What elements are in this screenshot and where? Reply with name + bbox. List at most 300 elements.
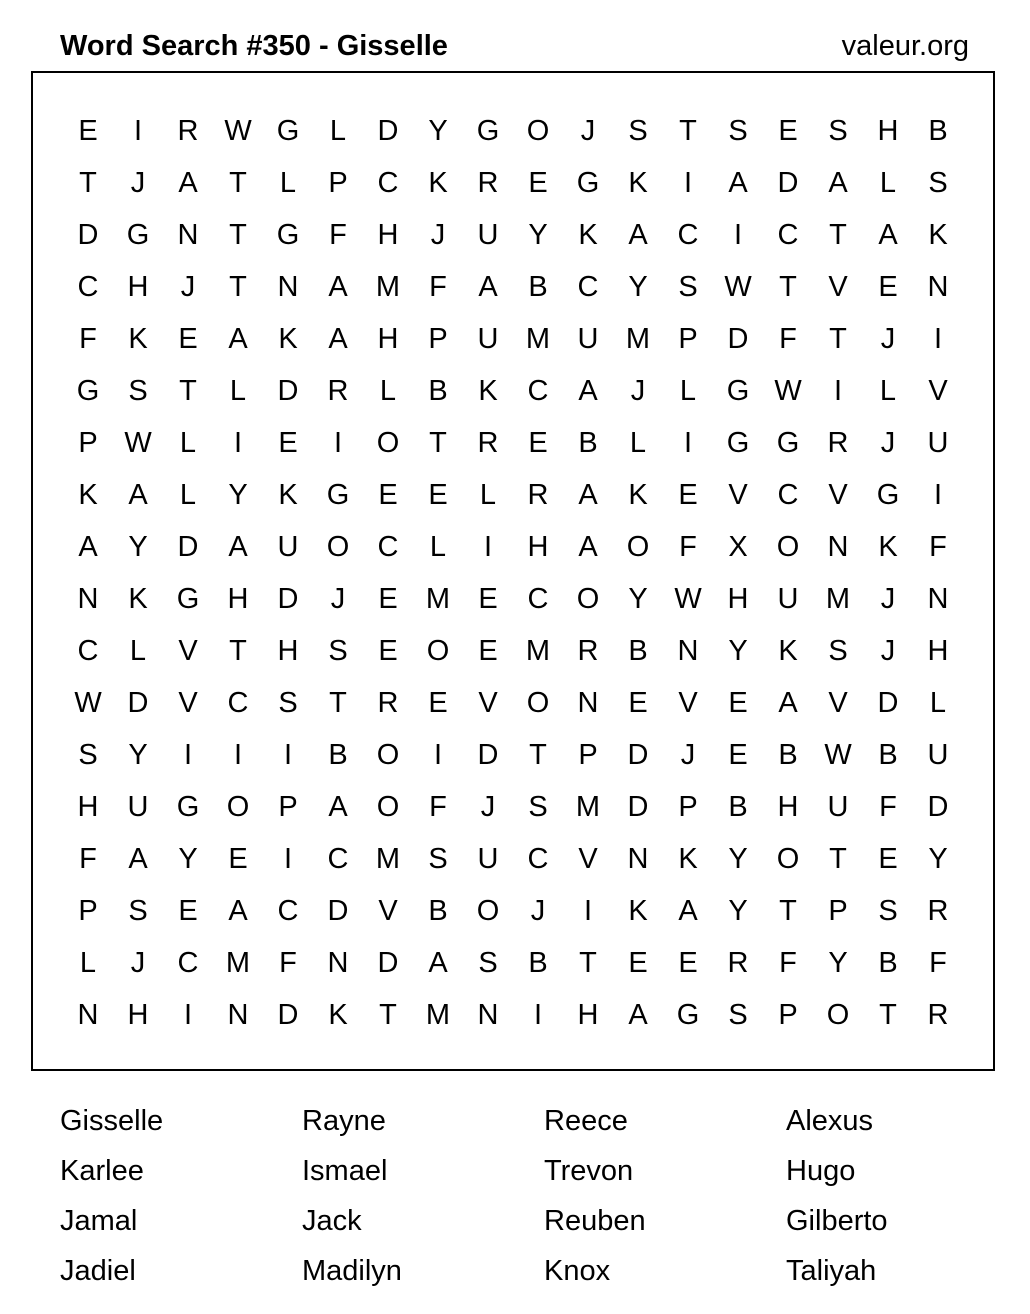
- grid-cell: I: [583, 895, 593, 927]
- grid-cell: P: [778, 999, 798, 1031]
- grid-cell: J: [680, 739, 696, 771]
- grid-cell: M: [525, 635, 551, 667]
- grid-cell: N: [927, 271, 949, 303]
- grid-cell: Y: [128, 739, 148, 771]
- grid-cell: I: [933, 323, 943, 355]
- grid-cell: K: [578, 219, 598, 251]
- grid-cell: U: [577, 323, 599, 355]
- grid-cell: E: [878, 843, 898, 875]
- grid-cell: I: [333, 427, 343, 459]
- grid-cell: G: [76, 375, 100, 407]
- grid-cell: T: [229, 271, 247, 303]
- grid-cell: G: [676, 999, 700, 1031]
- grid-cell: K: [278, 323, 298, 355]
- grid-cell: W: [674, 583, 702, 615]
- grid-cell: B: [328, 739, 348, 771]
- grid-cell: E: [678, 947, 698, 979]
- grid-cell: N: [277, 271, 299, 303]
- grid-cell: O: [376, 739, 400, 771]
- grid-cell: W: [774, 375, 802, 407]
- grid-cell: N: [477, 999, 499, 1031]
- grid-cell: L: [629, 427, 647, 459]
- grid-cell: A: [128, 843, 148, 875]
- grid-cell: N: [177, 219, 199, 251]
- grid-cell: K: [778, 635, 798, 667]
- grid-cell: V: [178, 635, 198, 667]
- grid-cell: A: [228, 531, 248, 563]
- grid-cell: S: [678, 271, 698, 303]
- grid-cell: R: [527, 479, 549, 511]
- grid-cell: W: [124, 427, 152, 459]
- grid-cell: Y: [828, 947, 848, 979]
- grid-cell: L: [179, 427, 197, 459]
- grid-cell: H: [777, 791, 799, 823]
- grid-cell: A: [228, 895, 248, 927]
- grid-cell: T: [229, 219, 247, 251]
- grid-cell: A: [628, 219, 648, 251]
- grid-cell: S: [828, 115, 848, 147]
- word-item: Reece: [544, 1105, 628, 1137]
- grid-cell: B: [878, 739, 898, 771]
- grid-cell: I: [483, 531, 493, 563]
- word-item: Knox: [544, 1255, 611, 1287]
- grid-cell: J: [530, 895, 546, 927]
- grid-cell: N: [927, 583, 949, 615]
- grid-cell: P: [578, 739, 598, 771]
- grid-cell: L: [79, 947, 97, 979]
- grid-cell: K: [678, 843, 698, 875]
- grid-cell: J: [330, 583, 346, 615]
- grid-cell: G: [876, 479, 900, 511]
- grid-cell: Y: [128, 531, 148, 563]
- grid-cell: Y: [728, 895, 748, 927]
- grid-cell: A: [128, 479, 148, 511]
- grid-cell: T: [779, 895, 797, 927]
- grid-cell: A: [178, 167, 198, 199]
- grid-cell: S: [328, 635, 348, 667]
- grid-cell: P: [328, 167, 348, 199]
- grid-cell: K: [878, 531, 898, 563]
- grid-cell: I: [133, 115, 143, 147]
- grid-cell: T: [529, 739, 547, 771]
- grid-cell: Y: [928, 843, 948, 875]
- grid-cell: Y: [528, 219, 548, 251]
- grid-cell: F: [929, 531, 947, 563]
- grid-cell: C: [327, 843, 349, 875]
- grid-cell: E: [628, 687, 648, 719]
- grid-cell: D: [477, 739, 499, 771]
- grid-cell: G: [176, 791, 200, 823]
- grid-cell: T: [429, 427, 447, 459]
- grid-cell: O: [326, 531, 350, 563]
- grid-cell: V: [828, 271, 848, 303]
- grid-cell: P: [678, 323, 698, 355]
- grid-cell: V: [728, 479, 748, 511]
- grid-cell: T: [579, 947, 597, 979]
- grid-cell: G: [726, 375, 750, 407]
- grid-cell: S: [128, 375, 148, 407]
- grid-cell: F: [429, 271, 447, 303]
- grid-cell: J: [130, 947, 146, 979]
- grid-cell: Y: [228, 479, 248, 511]
- grid-cell: I: [533, 999, 543, 1031]
- grid-cell: L: [679, 375, 697, 407]
- grid-cell: E: [528, 167, 548, 199]
- grid-cell: A: [478, 271, 498, 303]
- grid-cell: I: [183, 739, 193, 771]
- grid-cell: T: [679, 115, 697, 147]
- grid-cell: D: [877, 687, 899, 719]
- grid-cell: A: [678, 895, 698, 927]
- grid-cell: M: [225, 947, 251, 979]
- grid-cell: E: [428, 479, 448, 511]
- grid-cell: N: [827, 531, 849, 563]
- grid-cell: O: [476, 895, 500, 927]
- grid-cell: N: [77, 999, 99, 1031]
- grid-cell: O: [776, 531, 800, 563]
- grid-cell: R: [327, 375, 349, 407]
- grid-cell: L: [429, 531, 447, 563]
- grid-cell: S: [728, 115, 748, 147]
- grid-cell: E: [778, 115, 798, 147]
- grid-cell: B: [428, 375, 448, 407]
- grid-cell: S: [478, 947, 498, 979]
- grid-cell: H: [77, 791, 99, 823]
- grid-cell: Y: [628, 271, 648, 303]
- grid-cell: M: [425, 999, 451, 1031]
- grid-cell: L: [329, 115, 347, 147]
- grid-cell: G: [276, 115, 300, 147]
- grid-cell: M: [575, 791, 601, 823]
- grid-cell: C: [527, 583, 549, 615]
- grid-cell: A: [728, 167, 748, 199]
- grid-cell: C: [677, 219, 699, 251]
- grid-cell: U: [927, 739, 949, 771]
- grid-cell: I: [683, 427, 693, 459]
- grid-cell: C: [227, 687, 249, 719]
- grid-cell: L: [479, 479, 497, 511]
- grid-cell: R: [477, 427, 499, 459]
- grid-cell: M: [525, 323, 551, 355]
- grid-cell: I: [933, 479, 943, 511]
- grid-cell: U: [927, 427, 949, 459]
- letter-grid: [63, 105, 963, 1041]
- grid-cell: L: [879, 375, 897, 407]
- grid-cell: G: [476, 115, 500, 147]
- grid-cell: W: [74, 687, 102, 719]
- grid-cell: U: [827, 791, 849, 823]
- grid-cell: W: [824, 739, 852, 771]
- grid-cell: T: [79, 167, 97, 199]
- grid-cell: C: [377, 167, 399, 199]
- grid-cell: E: [528, 427, 548, 459]
- grid-cell: E: [228, 843, 248, 875]
- grid-cell: O: [526, 115, 550, 147]
- grid-cell: A: [328, 271, 348, 303]
- grid-cell: C: [77, 271, 99, 303]
- word-item: Madilyn: [302, 1255, 402, 1287]
- grid-cell: H: [527, 531, 549, 563]
- grid-cell: S: [428, 843, 448, 875]
- grid-cell: E: [678, 479, 698, 511]
- grid-cell: H: [127, 999, 149, 1031]
- grid-cell: D: [777, 167, 799, 199]
- grid-cell: I: [283, 739, 293, 771]
- grid-cell: R: [727, 947, 749, 979]
- grid-cell: D: [627, 739, 649, 771]
- grid-cell: B: [528, 271, 548, 303]
- grid-cell: A: [878, 219, 898, 251]
- grid-cell: D: [627, 791, 649, 823]
- grid-cell: A: [328, 323, 348, 355]
- grid-cell: B: [628, 635, 648, 667]
- grid-cell: T: [179, 375, 197, 407]
- word-item: Hugo: [786, 1155, 856, 1187]
- grid-cell: U: [477, 843, 499, 875]
- grid-cell: A: [778, 687, 798, 719]
- grid-cell: O: [526, 687, 550, 719]
- grid-cell: K: [128, 323, 148, 355]
- grid-cell: V: [678, 687, 698, 719]
- grid-cell: A: [328, 791, 348, 823]
- grid-cell: N: [677, 635, 699, 667]
- site-name: valeur.org: [841, 30, 969, 62]
- grid-cell: T: [329, 687, 347, 719]
- grid-cell: L: [229, 375, 247, 407]
- grid-cell: U: [477, 219, 499, 251]
- grid-cell: P: [78, 895, 98, 927]
- grid-cell: R: [927, 895, 949, 927]
- grid-cell: S: [878, 895, 898, 927]
- grid-cell: U: [777, 583, 799, 615]
- grid-cell: I: [733, 219, 743, 251]
- grid-cell: L: [379, 375, 397, 407]
- grid-cell: E: [728, 739, 748, 771]
- grid-cell: H: [127, 271, 149, 303]
- grid-cell: H: [727, 583, 749, 615]
- grid-cell: V: [378, 895, 398, 927]
- grid-cell: U: [277, 531, 299, 563]
- grid-cell: P: [78, 427, 98, 459]
- grid-cell: A: [578, 479, 598, 511]
- grid-cell: A: [578, 531, 598, 563]
- grid-cell: L: [129, 635, 147, 667]
- grid-cell: T: [829, 843, 847, 875]
- grid-cell: B: [728, 791, 748, 823]
- grid-cell: L: [879, 167, 897, 199]
- grid-cell: T: [229, 635, 247, 667]
- grid-cell: E: [728, 687, 748, 719]
- grid-cell: G: [126, 219, 150, 251]
- grid-cell: Y: [728, 843, 748, 875]
- grid-cell: S: [528, 791, 548, 823]
- grid-cell: F: [779, 947, 797, 979]
- grid-cell: C: [577, 271, 599, 303]
- grid-cell: I: [233, 739, 243, 771]
- grid-cell: J: [580, 115, 596, 147]
- grid-cell: B: [428, 895, 448, 927]
- grid-cell: H: [577, 999, 599, 1031]
- grid-cell: M: [375, 271, 401, 303]
- grid-cell: O: [376, 427, 400, 459]
- grid-cell: K: [628, 479, 648, 511]
- grid-cell: I: [283, 843, 293, 875]
- grid-cell: F: [779, 323, 797, 355]
- grid-cell: D: [377, 115, 399, 147]
- grid-cell: O: [226, 791, 250, 823]
- grid-cell: M: [625, 323, 651, 355]
- grid-cell: K: [428, 167, 448, 199]
- grid-cell: H: [377, 219, 399, 251]
- grid-cell: J: [880, 583, 896, 615]
- grid-cell: V: [928, 375, 948, 407]
- grid-cell: P: [678, 791, 698, 823]
- grid-cell: C: [777, 479, 799, 511]
- grid-cell: X: [728, 531, 748, 563]
- word-item: Jadiel: [60, 1255, 136, 1287]
- word-item: Alexus: [786, 1105, 874, 1137]
- grid-cell: S: [728, 999, 748, 1031]
- grid-cell: R: [477, 167, 499, 199]
- grid-cell: A: [428, 947, 448, 979]
- word-item: Trevon: [544, 1155, 634, 1187]
- grid-cell: N: [227, 999, 249, 1031]
- grid-cell: E: [378, 583, 398, 615]
- grid-cell: G: [726, 427, 750, 459]
- grid-cell: S: [128, 895, 148, 927]
- grid-cell: D: [327, 895, 349, 927]
- word-item: Gisselle: [60, 1105, 164, 1137]
- grid-cell: E: [478, 583, 498, 615]
- grid-cell: J: [880, 323, 896, 355]
- grid-cell: L: [279, 167, 297, 199]
- grid-cell: E: [628, 947, 648, 979]
- grid-cell: B: [778, 739, 798, 771]
- grid-cell: K: [478, 375, 498, 407]
- grid-cell: W: [224, 115, 252, 147]
- grid-cell: H: [227, 583, 249, 615]
- grid-cell: F: [929, 947, 947, 979]
- word-item: Taliyah: [786, 1255, 877, 1287]
- word-list: [60, 1096, 1028, 1296]
- grid-cell: H: [377, 323, 399, 355]
- page-title: Word Search #350 - Gisselle: [60, 30, 448, 62]
- grid-cell: O: [776, 843, 800, 875]
- grid-cell: V: [578, 843, 598, 875]
- grid-cell: A: [828, 167, 848, 199]
- grid-cell: V: [828, 479, 848, 511]
- grid-cell: T: [829, 219, 847, 251]
- grid-cell: S: [628, 115, 648, 147]
- grid-cell: K: [128, 583, 148, 615]
- grid-cell: Y: [728, 635, 748, 667]
- grid-cell: B: [578, 427, 598, 459]
- grid-cell: Y: [178, 843, 198, 875]
- grid-cell: J: [630, 375, 646, 407]
- grid-cell: D: [727, 323, 749, 355]
- grid-cell: J: [480, 791, 496, 823]
- grid-cell: F: [329, 219, 347, 251]
- word-item: Jack: [302, 1205, 362, 1237]
- grid-cell: A: [78, 531, 98, 563]
- grid-cell: F: [79, 323, 97, 355]
- grid-cell: E: [478, 635, 498, 667]
- grid-cell: L: [929, 687, 947, 719]
- grid-cell: R: [577, 635, 599, 667]
- grid-cell: F: [279, 947, 297, 979]
- word-item: Gilberto: [786, 1205, 888, 1237]
- grid-cell: U: [477, 323, 499, 355]
- grid-cell: T: [229, 167, 247, 199]
- grid-cell: V: [828, 687, 848, 719]
- grid-cell: T: [779, 271, 797, 303]
- grid-cell: H: [877, 115, 899, 147]
- grid-cell: F: [429, 791, 447, 823]
- grid-cell: G: [276, 219, 300, 251]
- word-item: Karlee: [60, 1155, 144, 1187]
- grid-cell: D: [277, 999, 299, 1031]
- grid-cell: O: [426, 635, 450, 667]
- grid-cell: S: [278, 687, 298, 719]
- grid-cell: P: [828, 895, 848, 927]
- grid-cell: P: [278, 791, 298, 823]
- grid-cell: K: [278, 479, 298, 511]
- grid-cell: A: [578, 375, 598, 407]
- grid-cell: I: [433, 739, 443, 771]
- grid-cell: R: [927, 999, 949, 1031]
- grid-cell: I: [683, 167, 693, 199]
- grid-cell: R: [377, 687, 399, 719]
- grid-cell: K: [928, 219, 948, 251]
- grid-cell: T: [829, 323, 847, 355]
- grid-cell: G: [176, 583, 200, 615]
- grid-cell: B: [878, 947, 898, 979]
- grid-cell: C: [77, 635, 99, 667]
- grid-cell: C: [527, 375, 549, 407]
- grid-cell: Y: [428, 115, 448, 147]
- grid-cell: G: [326, 479, 350, 511]
- grid-cell: R: [827, 427, 849, 459]
- grid-cell: W: [724, 271, 752, 303]
- grid-cell: N: [627, 843, 649, 875]
- grid-cell: F: [879, 791, 897, 823]
- grid-cell: D: [927, 791, 949, 823]
- grid-cell: Y: [628, 583, 648, 615]
- grid-cell: E: [78, 115, 98, 147]
- grid-cell: M: [825, 583, 851, 615]
- grid-cell: K: [78, 479, 98, 511]
- grid-cell: E: [428, 687, 448, 719]
- grid-cell: S: [928, 167, 948, 199]
- grid-cell: K: [628, 167, 648, 199]
- grid-cell: J: [880, 427, 896, 459]
- grid-cell: V: [178, 687, 198, 719]
- grid-cell: D: [277, 583, 299, 615]
- grid-cell: N: [327, 947, 349, 979]
- grid-cell: U: [127, 791, 149, 823]
- grid-cell: O: [576, 583, 600, 615]
- grid-cell: O: [376, 791, 400, 823]
- word-item: Jamal: [60, 1205, 138, 1237]
- grid-cell: E: [178, 323, 198, 355]
- grid-cell: C: [177, 947, 199, 979]
- grid-cell: H: [927, 635, 949, 667]
- grid-cell: D: [177, 531, 199, 563]
- grid-cell: E: [178, 895, 198, 927]
- grid-cell: G: [776, 427, 800, 459]
- grid-cell: I: [183, 999, 193, 1031]
- grid-cell: M: [425, 583, 451, 615]
